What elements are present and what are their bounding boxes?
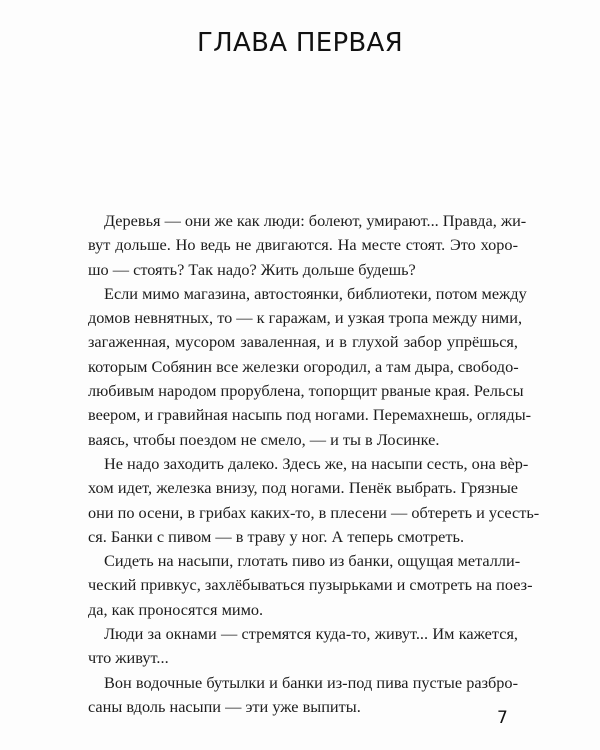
text-line: домов невнятных, то — к гаражам, и узкая тропа между ними,	[88, 308, 523, 328]
text-line: саны вдоль насыпи — эти уже выпиты.	[88, 696, 361, 716]
text-line: что живут...	[88, 648, 169, 668]
body-text	[88, 209, 540, 719]
text-line: Деревья — они же как люди: болеют, умирают... Правда, жи-	[104, 211, 527, 230]
text-line: шо — стоять? Так надо? Жить дольше будешь?	[88, 259, 416, 279]
text-line: Сидеть на насыпи, глотать пиво из банки, ощущая металли-	[104, 551, 521, 571]
text-line: загаженная, мусором заваленная, и в глухой забор упрёшься,	[88, 332, 518, 352]
page-number: 7	[497, 708, 508, 728]
text-line: хом идет, железка внизу, под ногами. Пенёк выбрать. Грязные	[88, 478, 518, 498]
text-line: ческий привкус, захлёбываться пузырьками и смотреть на поез-	[88, 575, 533, 595]
text-line: ваясь, чтобы поездом не смело, — и ты в Лосинке.	[88, 429, 440, 449]
text-line: Люди за окнами — стремятся куда-то, живут... Им кажется,	[104, 624, 518, 644]
text-line: веером, и гравийная насыпь под ногами. Перемахнешь, огляды-	[88, 405, 532, 425]
text-line: которым Собянин все железки огородил, а там дыра, свободо-	[88, 356, 519, 376]
text-line: ся. Банки с пивом — в траву у ног. А теперь смотреть.	[88, 526, 465, 546]
text-line: Вон водочные бутылки и банки из-под пива пустые разбро-	[104, 672, 518, 692]
text-line: они по осени, в грибах каких-то, в плесени — обтереть и усесть-	[88, 502, 540, 522]
chapter-title: ГЛАВА ПЕРВАЯ	[196, 28, 404, 58]
text-line: любивым народом прорублена, топорщит рваные края. Рельсы	[88, 381, 524, 401]
text-line: Если мимо магазина, автостоянки, библиотеки, потом между	[104, 283, 527, 303]
text-line: да, как проносятся мимо.	[88, 599, 264, 619]
text-line: Не надо заходить далеко. Здесь же, на насыпи сесть, она вѐр-	[104, 453, 529, 473]
text-line: вут дольше. Но ведь не двигаются. На месте стоят. Это хоро-	[88, 235, 518, 255]
